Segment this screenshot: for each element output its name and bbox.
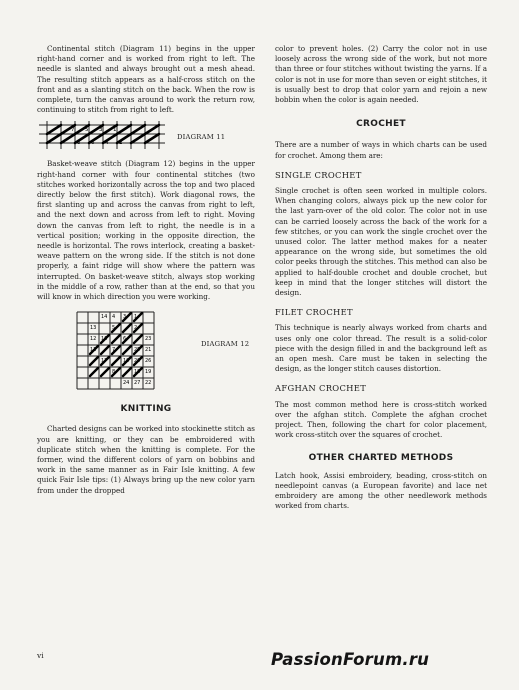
continental-paragraph: Continental stitch (Diagram 11) begins in the upper right-hand corner and is worked from right to left. The needle is slanted and always brought out a mesh ahead. The resulting stitch appears as a half-cross stitch on the front and as a slanting stitch on the back. When the row is complete, turn the canvas around to work the return row, continuing to stitch from right to left. <box>37 44 255 115</box>
basketweave-paragraph: Basket-weave stitch (Diagram 12) begins in the upper right-hand corner with four continental stitches (two stitches worked horizontally across the top and two placed directly below the first stitch). Work diagonal rows, the first slanting up and across the canvas from right to left, and the next down and across from left to right. Moving down the canvas from left to right, the needle is in a vertical position; working in the opposite direction, the needle is horizontal. The rows interlock, creating a basket-weave pattern on the wrong side. If the stitch is not done properly, a faint ridge will show where the pattern was interrupted. On basket-weave stitch, always stop working in the middle of a row, rather than at the end, so that you will know in which direction you were working. <box>37 159 255 302</box>
stitch-number: 8 <box>112 369 116 376</box>
crochet-intro: There are a number of ways in which charts can be used for crochet. Among them are: <box>275 140 487 160</box>
stitch <box>131 125 145 134</box>
right-column <box>275 44 487 512</box>
stitch <box>90 368 98 376</box>
stitch <box>112 357 120 365</box>
stitch-number: 4 <box>112 314 116 321</box>
page-number: vi <box>37 651 44 660</box>
stitch-number: 3 <box>123 314 127 321</box>
stitch <box>134 335 142 343</box>
diagram-12-graphic <box>71 308 171 387</box>
stitch <box>112 335 120 343</box>
stitch-number: 5 <box>112 325 116 332</box>
diagram-11 <box>37 121 255 151</box>
stitch <box>145 134 159 143</box>
afghan-crochet-heading: AFGHAN CROCHET <box>275 383 367 394</box>
stitch-number: 11 <box>90 347 97 354</box>
stitch <box>123 368 131 376</box>
filet-crochet-text: This technique is nearly always worked from charts and uses only one color thread. The result is a solid-color piece with the design filled in and the background left as an open mesh. Care must be taken in selecting the design, as the longer stitch causes distortion. <box>275 323 487 374</box>
stitch <box>145 125 159 134</box>
diagram-12-caption: DIAGRAM 12 <box>201 340 250 349</box>
stitch-number: 18 <box>134 369 141 376</box>
knitting-paragraph: Charted designs can be worked into stockinette stitch as you are knitting, or they can be embroidered with duplicate stitch when the knitting is complete. For the former, wind the different colors of yarn on bobbins and work in the same manner as in Fair Isle knitting. A few quick Fair Isle tips: (1) Always bring up the new color yarn from under the dropped <box>37 424 255 495</box>
stitch-number: 17 <box>101 358 108 365</box>
stitch-number: 19 <box>145 369 152 376</box>
other-methods-heading: OTHER CHARTED METHODS <box>308 452 454 463</box>
stitch-number: 25 <box>134 347 141 354</box>
afghan-crochet-text: The most common method here is cross-stitch worked over the afghan stitch. Complete the afghan crochet project. Then, following the chart for color placement, work cross-stitch over the squares of crochet. <box>275 399 487 440</box>
stitch-number: 6 <box>91 140 95 147</box>
diagram-11-graphic <box>37 121 167 151</box>
stitch <box>131 134 145 143</box>
stitch-number: 13 <box>90 325 97 332</box>
stitch-number: 5 <box>85 127 89 134</box>
diagram-12 <box>37 308 255 387</box>
stitch-number: 7 <box>112 347 116 354</box>
stitch-number: 12 <box>90 336 97 343</box>
stitch <box>47 125 61 134</box>
stitch <box>61 134 75 143</box>
stitch <box>123 324 131 332</box>
stitch-number: 4 <box>105 140 109 147</box>
stitch-number: 2 <box>134 325 138 332</box>
stitch <box>47 134 61 143</box>
knitting-heading: KNITTING <box>120 404 172 415</box>
stitch-number: 16 <box>101 336 108 343</box>
stitch-number: 7 <box>71 127 75 134</box>
stitch <box>90 357 98 365</box>
watermark: PassionForum.ru <box>271 650 430 669</box>
single-crochet-heading: SINGLE CROCHET <box>275 169 362 180</box>
filet-crochet-heading: FILET CROCHET <box>275 307 353 318</box>
crochet-heading: CROCHET <box>356 119 406 130</box>
stitch <box>101 346 109 354</box>
stitch <box>123 346 131 354</box>
stitch-number: 22 <box>145 380 152 387</box>
stitch-number: 2 <box>119 140 123 147</box>
stitch-number: 8 <box>77 140 81 147</box>
left-column <box>37 44 255 496</box>
single-crochet-text: Single crochet is often seen worked in multiple colors. When changing colors, always pick up the new color for the last yarn-over of the old color. The color not in use can be carried loosely across the back of the work for a few stitches, or you can work the single crochet over the unused color. The latter method makes for a neater appearance on the wrong side, but sometimes the old color peeks through the stitches. This method can also be applied to half-double crochet and double crochet, but keep in mind that the longer stitches will distort the design. <box>275 186 487 298</box>
stitch-number: 23 <box>145 336 152 343</box>
stitch-number: 26 <box>145 358 152 365</box>
stitch <box>101 368 109 376</box>
stitch-number: 27 <box>134 380 141 387</box>
stitch-number: 3 <box>99 127 103 134</box>
other-methods-text: Latch hook, Assisi embroidery, beading, cross-stitch on needlepoint canvas (a European favorite) and lace net embroidery are among the other needlework methods worked from charts. <box>275 470 487 511</box>
stitch-number: 1 <box>113 127 117 134</box>
stitch-number: 14 <box>101 314 108 321</box>
stitch-number: 24 <box>123 380 130 387</box>
stitch-number: 6 <box>123 336 127 343</box>
stitch-number: 21 <box>145 347 152 354</box>
stitch-number: 10 <box>123 358 130 365</box>
diagram-11-caption: DIAGRAM 11 <box>177 133 226 142</box>
fair-isle-continued-paragraph: color to prevent holes. (2) Carry the color not in use loosely across the wrong side of the work, but not more than three or four stitches without twisting the yarns. If a color is not in use for more than seven or eight stitches, it is usually best to drop that color yarn and rejoin a new bobbin when the color is again needed. <box>275 44 487 105</box>
stitch <box>117 125 131 134</box>
stitch-number: 1 <box>134 314 138 321</box>
stitch-number: 20 <box>134 358 141 365</box>
